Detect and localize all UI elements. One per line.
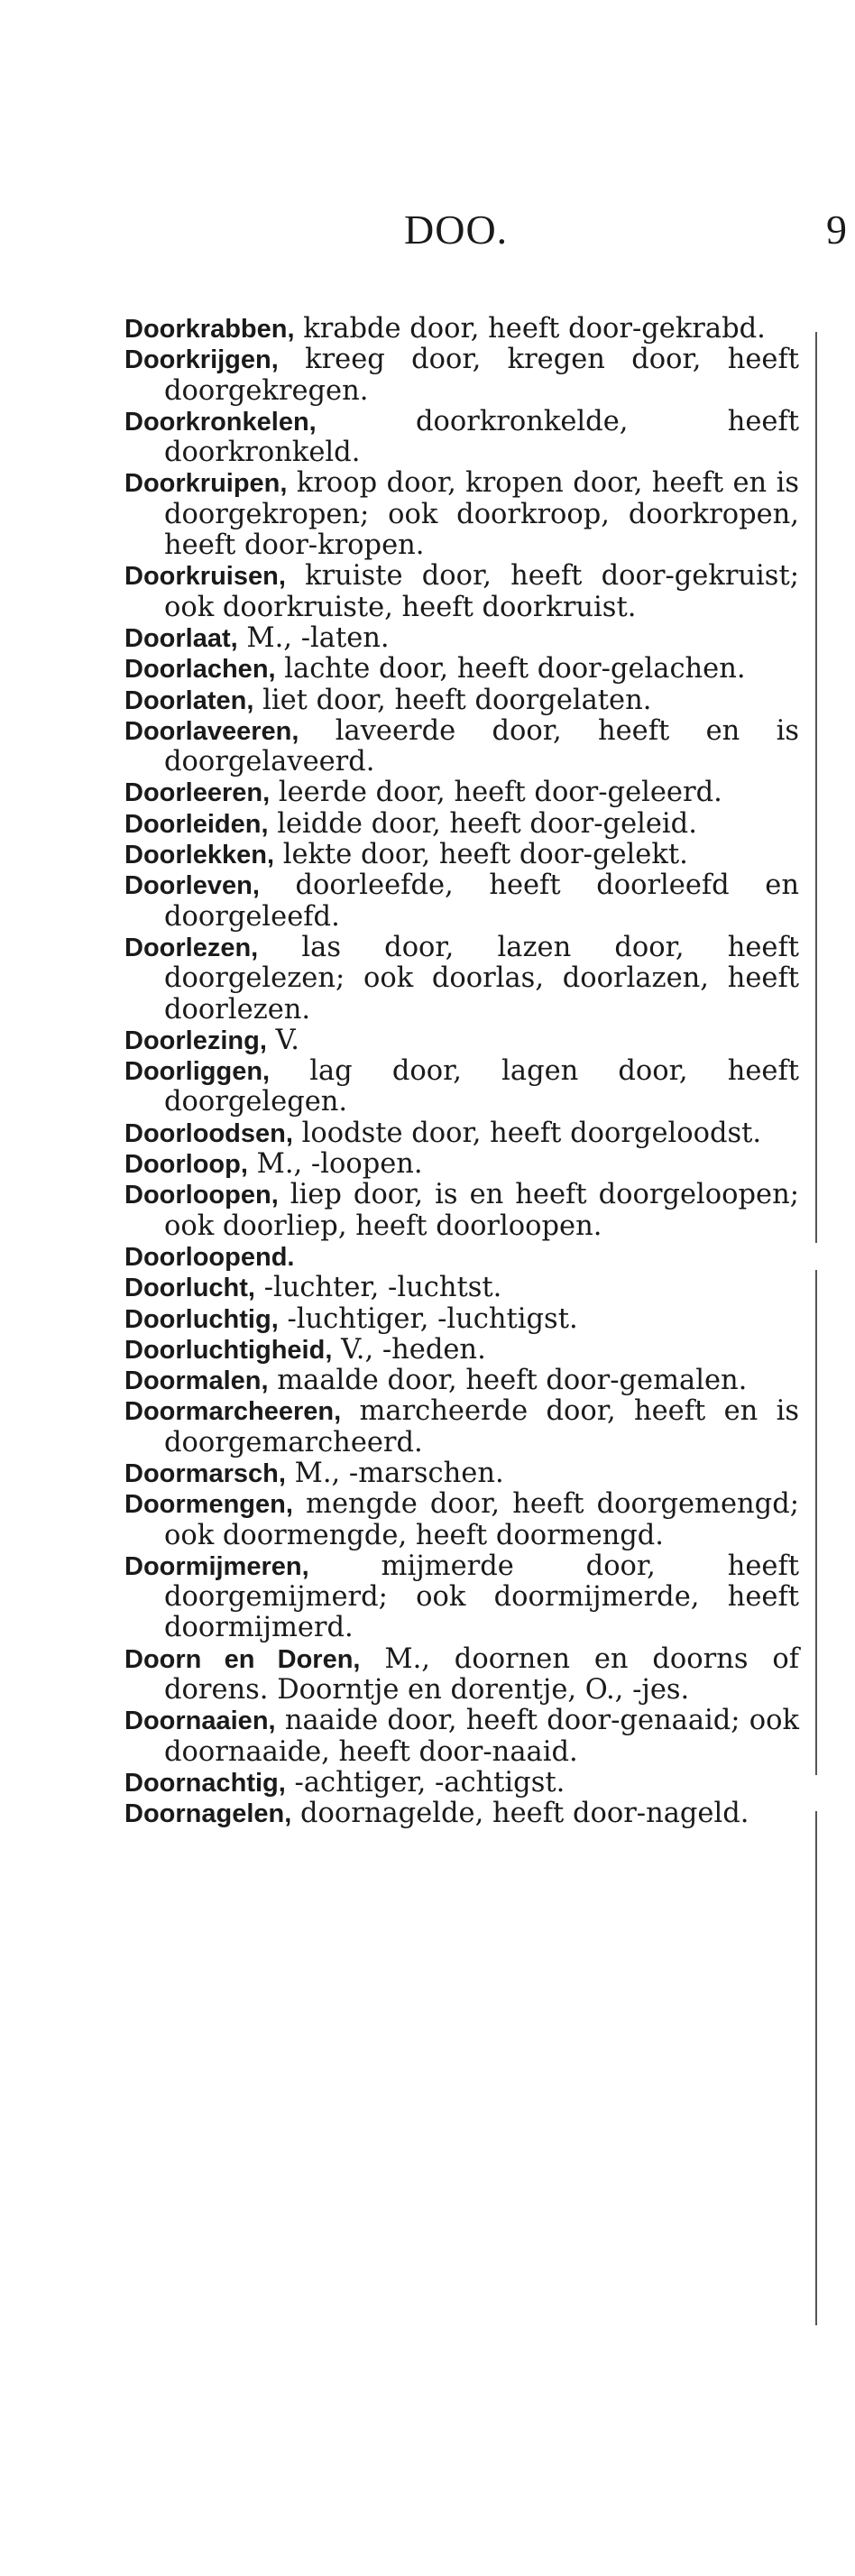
column-rule-segment bbox=[815, 1811, 817, 2325]
entry-headword: Doorluchtigheid, bbox=[124, 1335, 333, 1365]
dictionary-entry bbox=[124, 1180, 799, 1242]
entry-headword: Doorluchtig, bbox=[124, 1304, 279, 1334]
entry-text: mengde door, heeft doorgemengd; ook doormengde, heeft doormengd. bbox=[164, 1488, 799, 1551]
entry-text: laveerde door, heeft en is doorgelaveerd. bbox=[164, 714, 799, 778]
entry-text: naaide door, heeft door-genaaid; ook doornaaide, heeft door-naaid. bbox=[164, 1705, 799, 1768]
dictionary-entry bbox=[124, 1118, 799, 1149]
entry-text: leidde door, heeft door-geleid. bbox=[268, 807, 697, 840]
entry-headword: Doorleiden, bbox=[124, 809, 269, 839]
dictionary-entry bbox=[124, 1335, 799, 1366]
entry-text: mijmerde door, heeft doorgemijmerd; ook doormijmerde, heeft doormijmerd. bbox=[164, 1550, 799, 1644]
entry-headword: Doorlezen, bbox=[124, 933, 259, 962]
dictionary-entry bbox=[124, 933, 799, 1026]
entry-headword: Doorlucht, bbox=[124, 1274, 255, 1303]
entry-headword: Doorloop, bbox=[124, 1150, 248, 1180]
entry-text: leerde door, heeft door-geleerd. bbox=[270, 777, 722, 809]
entry-headword: Doornagelen, bbox=[124, 1799, 292, 1829]
dictionary-entry bbox=[124, 1551, 799, 1644]
entry-text: doornagelde, heeft door-nageld. bbox=[291, 1798, 749, 1830]
entry-headword: Doorlaat, bbox=[124, 623, 238, 653]
entry-text: -luchter, -luchtst. bbox=[255, 1272, 502, 1304]
dictionary-entry bbox=[124, 1026, 799, 1056]
entry-text: loodste door, heeft doorgeloodst. bbox=[292, 1117, 762, 1149]
dictionary-entry bbox=[124, 561, 799, 623]
entry-headword: Doornachtig, bbox=[124, 1768, 286, 1798]
dictionary-entry bbox=[124, 345, 799, 407]
column-rule-segment bbox=[815, 332, 817, 1243]
entry-headword: Doorkronkelen, bbox=[124, 407, 317, 437]
entry-text: M., -laten. bbox=[237, 621, 390, 654]
entry-text: maalde door, heeft door-gemalen. bbox=[268, 1365, 748, 1397]
dictionary-entry bbox=[124, 1273, 799, 1303]
entry-headword: Doormengen, bbox=[124, 1490, 293, 1520]
entry-text: kreeg door, kregen door, heeft doorgekregen. bbox=[164, 344, 799, 407]
entry-headword: Doornaaien, bbox=[124, 1707, 276, 1736]
entry-text: M., -marschen. bbox=[285, 1457, 504, 1489]
dictionary-entry bbox=[124, 1304, 799, 1335]
column-rule-segment bbox=[815, 1270, 817, 1775]
entry-headword: Doormarsch, bbox=[124, 1458, 286, 1488]
entry-headword: Doorkrabben, bbox=[124, 315, 295, 344]
entry-headword: Doorlachen, bbox=[124, 655, 276, 685]
dictionary-entry bbox=[124, 1768, 799, 1799]
entry-text: doorkronkelde, heeft doorkronkeld. bbox=[164, 405, 799, 469]
entry-headword: Doorliggen, bbox=[124, 1057, 271, 1087]
dictionary-entry bbox=[124, 1242, 799, 1273]
column-rule bbox=[815, 332, 817, 2325]
entry-headword: Doorkruipen, bbox=[124, 469, 288, 499]
entry-text: marcheerde door, heeft en is doorgemarcheerd. bbox=[164, 1395, 799, 1458]
entry-text: las door, lazen door, heeft doorgelezen; ook doorlas, doorlazen, heeft doorlezen. bbox=[164, 931, 799, 1026]
entry-text: kroop door, kropen door, heeft en is doorgekropen; ook doorkroop, doorkropen, heeft door-kropen. bbox=[164, 467, 799, 562]
entry-headword: Doorlekken, bbox=[124, 841, 274, 870]
entry-headword: Doormalen, bbox=[124, 1366, 269, 1396]
entry-headword: Doorleeren, bbox=[124, 778, 271, 808]
entry-text: liep door, is en heeft doorgeloopen; ook doorliep, heeft doorloopen. bbox=[164, 1179, 799, 1242]
entry-headword: Doorkruisen, bbox=[124, 562, 286, 592]
dictionary-entry bbox=[124, 1458, 799, 1489]
dictionary-entry bbox=[124, 777, 799, 808]
dictionary-entry bbox=[124, 1644, 799, 1707]
dictionary-entry bbox=[124, 654, 799, 685]
entry-headword: Doorlezing, bbox=[124, 1026, 267, 1055]
dictionary-entry bbox=[124, 468, 799, 561]
dictionary-entry bbox=[124, 870, 799, 933]
dictionary-entry bbox=[124, 1706, 799, 1768]
page-number: 9 bbox=[826, 207, 847, 253]
entry-headword: Doorn en Doren, bbox=[124, 1644, 361, 1674]
entry-headword: Doormijmeren, bbox=[124, 1551, 309, 1581]
entry-text: doorleefde, heeft doorleefd en doorgeleefd. bbox=[164, 869, 799, 933]
entry-text: lag door, lagen door, heeft doorgelegen. bbox=[164, 1055, 799, 1118]
entry-text: kruiste door, heeft door-gekruist; ook doorkruiste, heeft doorkruist. bbox=[164, 560, 799, 623]
dictionary-entry bbox=[124, 314, 799, 345]
entry-headword: Doorloopen, bbox=[124, 1181, 279, 1210]
dictionary-entry bbox=[124, 716, 799, 778]
entry-headword: Doorlaten, bbox=[124, 685, 254, 715]
running-head: DOO. bbox=[404, 207, 509, 253]
entry-headword: Doorkrijgen, bbox=[124, 345, 279, 375]
entry-text: -achtiger, -achtigst. bbox=[285, 1766, 565, 1799]
entry-text: krabde door, heeft door-gekrabd. bbox=[294, 313, 766, 345]
dictionary-entry bbox=[124, 685, 799, 716]
entry-text: lekte door, heeft door-gelekt. bbox=[274, 839, 688, 871]
dictionary-entry bbox=[124, 1149, 799, 1180]
entry-text: -luchtiger, -luchtigst. bbox=[278, 1302, 578, 1335]
entry-text: V., -heden. bbox=[332, 1333, 486, 1366]
dictionary-entry bbox=[124, 840, 799, 870]
entry-headword: Doorloopend. bbox=[124, 1242, 295, 1272]
entry-headword: Doorloodsen, bbox=[124, 1118, 293, 1148]
entry-text: M., doornen en doorns of dorens. Doorntje en dorentje, O., -jes. bbox=[164, 1642, 799, 1707]
entry-headword: Doormarcheeren, bbox=[124, 1397, 342, 1427]
entry-text: lachte door, heeft door-gelachen. bbox=[275, 653, 746, 685]
dictionary-entry bbox=[124, 623, 799, 654]
dictionary-column bbox=[124, 314, 799, 1830]
entry-text: liet door, heeft doorgelaten. bbox=[253, 684, 652, 716]
entry-headword: Doorleven, bbox=[124, 871, 260, 901]
dictionary-entry bbox=[124, 1396, 799, 1458]
entry-text: V. bbox=[266, 1024, 299, 1056]
entry-headword: Doorlaveeren, bbox=[124, 716, 299, 746]
dictionary-entry bbox=[124, 1056, 799, 1118]
dictionary-entry bbox=[124, 1489, 799, 1551]
entry-text: M., -loopen. bbox=[247, 1148, 423, 1181]
dictionary-entry bbox=[124, 809, 799, 840]
dictionary-entry bbox=[124, 1366, 799, 1396]
dictionary-entry bbox=[124, 1799, 799, 1829]
page-header bbox=[0, 206, 855, 256]
dictionary-entry bbox=[124, 407, 799, 469]
